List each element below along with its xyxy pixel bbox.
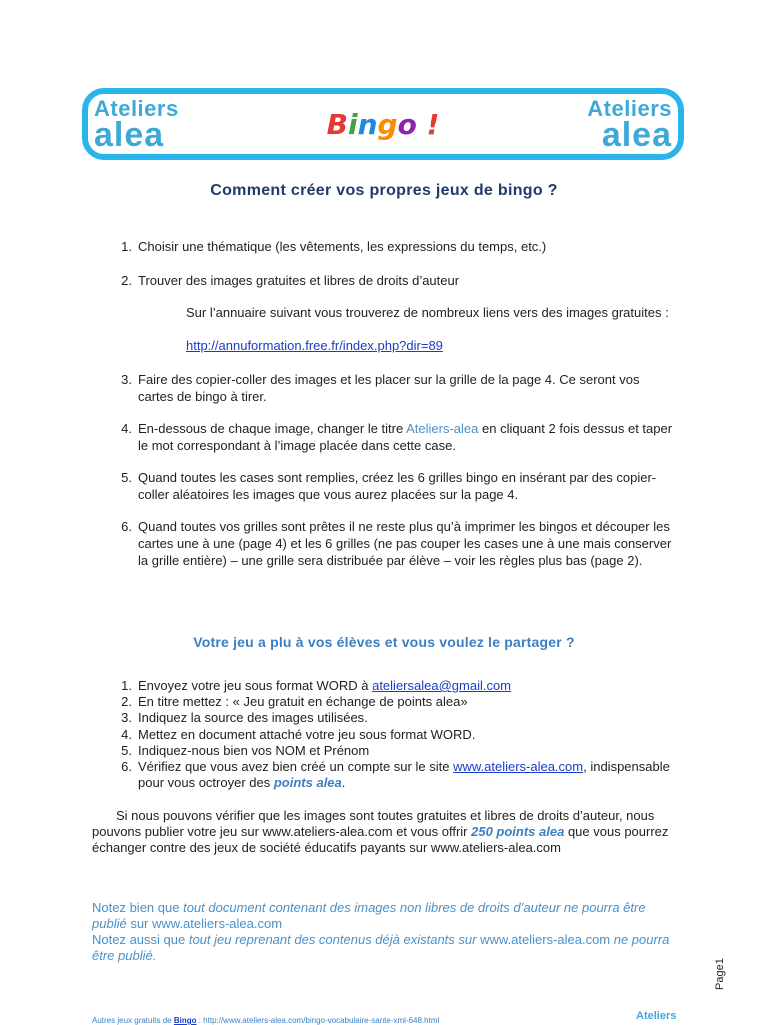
annuaire-link[interactable]: http://annuformation.free.fr/index.php?dir=89 <box>186 338 443 353</box>
footer-text: Autres jeux gratuits de Bingo : http://www.ateliers-alea.com/bingo-vocabulaire-sante-xml-648.html <box>92 1016 440 1025</box>
list-item: 4. En-dessous de chaque image, changer le titre Ateliers-alea en cliquant 2 fois dessus et taper le mot correspondant à l’image placée dans cette case. <box>121 421 673 453</box>
header-banner <box>82 88 684 160</box>
section-subtitle: Votre jeu a plu à vos élèves et vous voulez le partager ? <box>193 634 575 650</box>
note-copyright: Notez bien que tout document contenant des images non libres de droits d’auteur ne pourra être publié sur www.ateliers-alea.com <box>92 900 646 931</box>
publication-paragraph: Si nous pouvons vérifier que les images sont toutes gratuites et libres de droits d’auteur, nous pouvons publier votre jeu sur www.ateliers-alea.com et vous offrir 250 points alea que vous pourrez échanger contre des jeux de société éducatifs payants sur www.ateliers-alea.com <box>92 808 669 855</box>
points-alea-emphasis: points alea <box>273 775 342 791</box>
email-link[interactable]: ateliersalea@gmail.com <box>372 678 512 693</box>
annuaire-note: Sur l’annuaire suivant vous trouverez de nombreux liens vers des images gratuites : <box>186 305 669 320</box>
note-existing-content: Notez aussi que tout jeu reprenant des contenus déjà existants sur www.ateliers-alea.com ne pourra être publié. <box>92 932 670 963</box>
website-link[interactable]: www.ateliers-alea.com <box>453 759 584 775</box>
share-list <box>110 678 675 791</box>
instructions-list <box>110 238 675 569</box>
page-title: Comment créer vos propres jeux de bingo ? <box>210 182 558 199</box>
footer-bingo-link[interactable]: Bingo <box>173 1016 197 1025</box>
ateliers-alea-logo-left: Ateliers alea <box>94 96 179 154</box>
page-number: Page1 <box>714 958 726 990</box>
notes-block <box>92 900 682 964</box>
list-item: 2. Trouver des images gratuites et libres de droits d’auteur <box>121 273 460 288</box>
ateliers-alea-logo-right: Ateliers alea <box>587 96 672 154</box>
bingo-wordmark: Bingo ! <box>326 108 440 141</box>
footer-logo: Ateliers <box>636 1010 677 1022</box>
list-item: 2. En titre mettez : « Jeu gratuit en échange de points alea» <box>121 694 468 710</box>
list-item: 1. Choisir une thématique (les vêtements, les expressions du temps, etc.) <box>121 239 547 254</box>
list-item: 6. Quand toutes vos grilles sont prêtes il ne reste plus qu’à imprimer les bingos et découper les cartes une à une (page 4) et les 6 grilles (ne pas couper les cases une à une mais conserver la grille entière) – une grille sera distribuée par élève – voir les règles plus bas (page 2). <box>121 519 672 568</box>
list-item: 3. Faire des copier-coller des images et les placer sur la grille de la page 4. Ce seront vos cartes de bingo à tirer. <box>121 372 640 404</box>
list-item: 5. Indiquez-nous bien vos NOM et Prénom <box>121 742 370 758</box>
list-item: 6. Vérifiez que vous avez bien créé un compte sur le site www.ateliers-alea.com, indispensable pour vous octroyer des points alea. <box>121 759 670 791</box>
list-item: 5. Quand toutes les cases sont remplies, créez les 6 grilles bingo en insérant par des copier-coller aléatoires les images que vous aurez placées sur la page 4. <box>121 470 657 502</box>
list-item: 1. Envoyez votre jeu sous format WORD à ateliersalea@gmail.com <box>121 678 512 693</box>
points-reward-emphasis: 250 points alea <box>471 824 565 839</box>
list-item: 3. Indiquez la source des images utilisées. <box>121 710 368 726</box>
list-item: 4. Mettez en document attaché votre jeu sous format WORD. <box>121 726 476 742</box>
ateliers-alea-title-text: Ateliers-alea <box>406 421 479 436</box>
